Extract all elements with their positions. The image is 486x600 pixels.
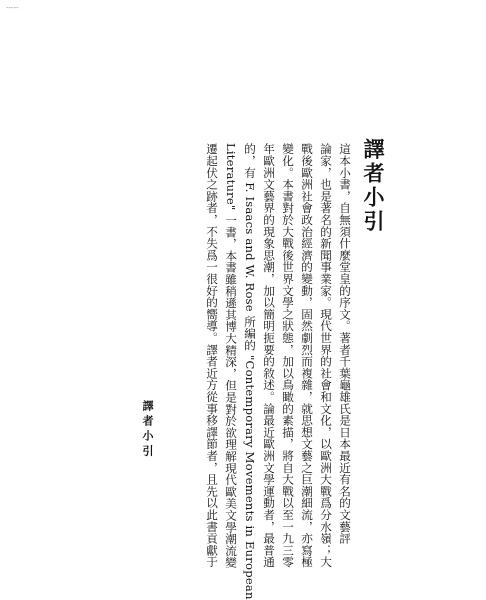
text-line: 的，有 F. Isaacs and W. Rose 所編的 "Contemporary Movements in European (243, 143, 257, 600)
text-line: 論家，也是著名的新聞事業家。現代世界的社會和文化，以歐洲大戰爲分水嶺；大 (319, 143, 333, 568)
text-line: 這本小書，自無須什麼堂皇的序文。著者千葉龜雄氏是日本最近有名的文藝評 (338, 143, 352, 545)
watermark-text: ----- (6, 4, 19, 12)
text-line: 戰後歐洲社會政治經濟的變動，固然劇烈而複雜，就思想文藝之巨潮細流，亦寫極 (300, 143, 314, 568)
running-folio: 譯者小引 (141, 400, 154, 460)
text-line: 遷起伏之跡者，不失爲一很好的嚮導。譯者近方從事移譯節者，且先以此書貢獻于 (205, 143, 219, 568)
text-line: 變化。本書對於大戰後世界文學之狀態，加以鳥瞰的素描，將自大戰以至一九三零 (281, 143, 295, 568)
page-title: 譯者小引 (361, 138, 386, 234)
text-line: 年歐洲文藝界的現象思潮，加以簡明扼要的敘述。論最近歐洲文學運動者，最普通 (262, 143, 276, 568)
text-line: Literature" 一書，本書雖稍遜其博大精深，但是對於欲理解現代歐美文學潮流變 (224, 143, 238, 569)
